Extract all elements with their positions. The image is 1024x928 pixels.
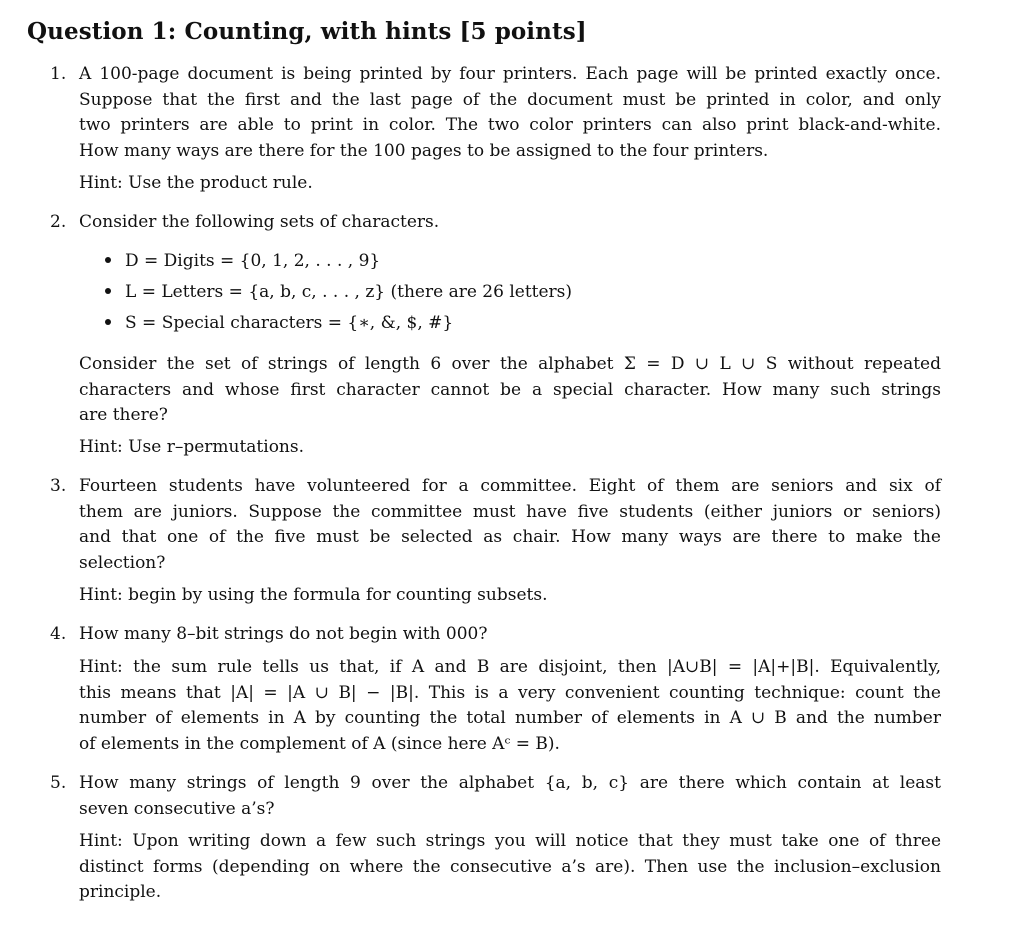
item-5-number: 5. <box>50 773 67 793</box>
item-3-line-3: and that one of the five must be selected as chair. How many ways are there to make the <box>79 527 941 548</box>
item-1-line-4: How many ways are there for the 100 pages to be assigned to the four printers. <box>79 141 769 162</box>
item-2-intro-text: Consider the following sets of characters. <box>79 212 440 232</box>
item-5-line-1: How many strings of length 9 over the alphabet {a, b, c} are there which contain at least <box>79 773 941 793</box>
bullet-letters <box>105 282 572 302</box>
item-1-line-1: A 100-page document is being printed by four printers. Each page will be printed exactly once. <box>79 64 941 84</box>
item-5-text <box>79 771 941 822</box>
item-5-hint-line-3: principle. <box>79 882 162 903</box>
item-5-hint-line-2: distinct forms (depending on where the consecutive a’s are). Then use the inclusion–exclusion <box>79 856 941 877</box>
item-2-intro <box>79 210 941 236</box>
item-2-hint <box>79 435 941 461</box>
item-4-hint <box>79 655 941 758</box>
item-3-hint <box>79 583 941 609</box>
item-3-text <box>79 474 941 577</box>
item-2-line-3: are there? <box>79 405 168 426</box>
item-2-line-1: Consider the set of strings of length 6 over the alphabet Σ = D ∪ L ∪ S without repeated <box>79 354 941 374</box>
item-1-hint-text: Hint: Use the product rule. <box>79 173 313 193</box>
item-2-text <box>79 352 941 429</box>
item-2-number: 2. <box>50 212 67 232</box>
bullet-dot-icon <box>105 257 111 263</box>
item-1-text <box>79 62 941 165</box>
bullet-digits <box>105 251 380 271</box>
item-3-line-4: selection? <box>79 553 166 574</box>
item-1-line-2: Suppose that the first and the last page of the document must be printed in color, and only <box>79 89 941 110</box>
item-3-line-2: them are juniors. Suppose the committee must have five students (either juniors or seniors) <box>79 501 941 522</box>
item-5-line-2: seven consecutive a’s? <box>79 798 275 819</box>
item-3-hint-text: Hint: begin by using the formula for counting subsets. <box>79 585 548 605</box>
item-4-line-1: How many 8–bit strings do not begin with 000? <box>79 624 488 644</box>
item-4-hint-line-1: Hint: the sum rule tells us that, if A and B are disjoint, then |A∪B| = |A|+|B|. Equivalently, <box>79 657 941 677</box>
item-5-hint-line-1: Hint: Upon writing down a few such strings you will notice that they must take one of three <box>79 831 941 851</box>
item-4-text <box>79 622 941 648</box>
bullet-dot-icon <box>105 319 111 325</box>
item-3-number: 3. <box>50 476 67 496</box>
bullet-dot-icon <box>105 288 111 294</box>
item-4-number: 4. <box>50 624 67 644</box>
item-5-hint <box>79 829 941 906</box>
item-3-line-1: Fourteen students have volunteered for a committee. Eight of them are seniors and six of <box>79 476 941 496</box>
bullet-special <box>105 313 453 333</box>
item-1-line-3: two printers are able to print in color. The two color printers can also print black-and-white. <box>79 115 941 136</box>
item-2-hint-text: Hint: Use r–permutations. <box>79 437 305 457</box>
item-4-hint-line-2: this means that |A| = |A ∪ B| − |B|. This is a very convenient counting technique: count the <box>79 682 941 703</box>
bullet-special-text: S = Special characters = {∗, &, $, #} <box>125 313 454 333</box>
item-1-number: 1. <box>50 64 67 84</box>
item-4-hint-line-4: of elements in the complement of A (since here Aᶜ = B). <box>79 734 560 755</box>
bullet-letters-text: L = Letters = {a, b, c, . . . , z} (there are 26 letters) <box>125 282 573 302</box>
bullet-digits-text: D = Digits = {0, 1, 2, . . . , 9} <box>125 251 381 271</box>
item-1-hint <box>79 171 941 197</box>
question-heading: Question 1: Counting, with hints [5 points] <box>27 18 587 45</box>
item-2-line-2: characters and whose first character cannot be a special character. How many such strings <box>79 379 941 400</box>
item-4-hint-line-3: number of elements in A by counting the total number of elements in A ∪ B and the number <box>79 708 941 729</box>
